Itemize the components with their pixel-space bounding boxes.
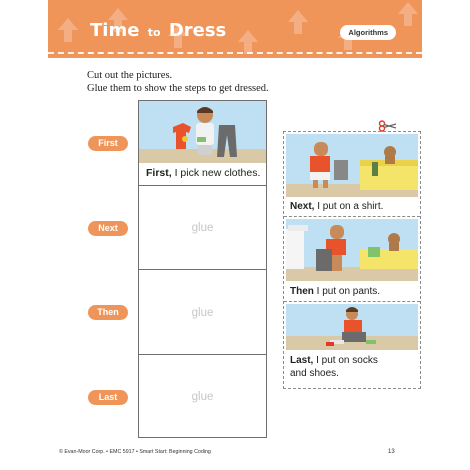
sequence-cell-then bbox=[139, 270, 266, 355]
step-label-then: Then bbox=[88, 305, 128, 320]
sequence-cell-first bbox=[139, 101, 266, 186]
sequence-cell-next bbox=[139, 186, 266, 270]
step-label-next: Next bbox=[88, 221, 128, 236]
cutout-panel bbox=[283, 131, 421, 389]
instruction-line-1: Cut out the pictures. bbox=[87, 70, 173, 81]
page-title: Time to Dress bbox=[90, 20, 227, 41]
instructions bbox=[87, 69, 269, 95]
instruction-line-2: Glue them to show the steps to get dressed. bbox=[87, 83, 269, 94]
header-banner bbox=[48, 0, 422, 58]
step-label-last: Last bbox=[88, 390, 128, 405]
footer-copyright: © Evan-Moor Corp. • EMC 5917 • Smart Start: Beginning Coding bbox=[59, 449, 211, 455]
step-label-first: First bbox=[88, 136, 128, 151]
cutout-caption-then: Then I put on pants. bbox=[290, 286, 381, 297]
sequence-grid bbox=[138, 100, 267, 438]
boy-putting-on-shirt-picture bbox=[286, 134, 418, 197]
boy-putting-on-pants-picture bbox=[286, 219, 418, 281]
first-caption: First, I pick new clothes. bbox=[146, 167, 261, 179]
boy-putting-on-socks-picture bbox=[286, 304, 418, 350]
glue-placeholder: glue bbox=[191, 391, 214, 403]
sequence-cell-last bbox=[139, 355, 266, 438]
cutout-caption-last: Last, I put on socks and shoes. bbox=[290, 355, 378, 379]
header-dash-line bbox=[48, 52, 422, 54]
category-badge: Algorithms bbox=[340, 25, 396, 40]
cut-line bbox=[284, 216, 420, 217]
cutout-caption-next: Next, I put on a shirt. bbox=[290, 201, 384, 212]
glue-placeholder: glue bbox=[191, 222, 214, 234]
cut-line bbox=[284, 301, 420, 302]
page-number: 13 bbox=[388, 449, 395, 455]
boy-picking-clothes-picture bbox=[139, 101, 266, 163]
glue-placeholder: glue bbox=[191, 307, 214, 319]
